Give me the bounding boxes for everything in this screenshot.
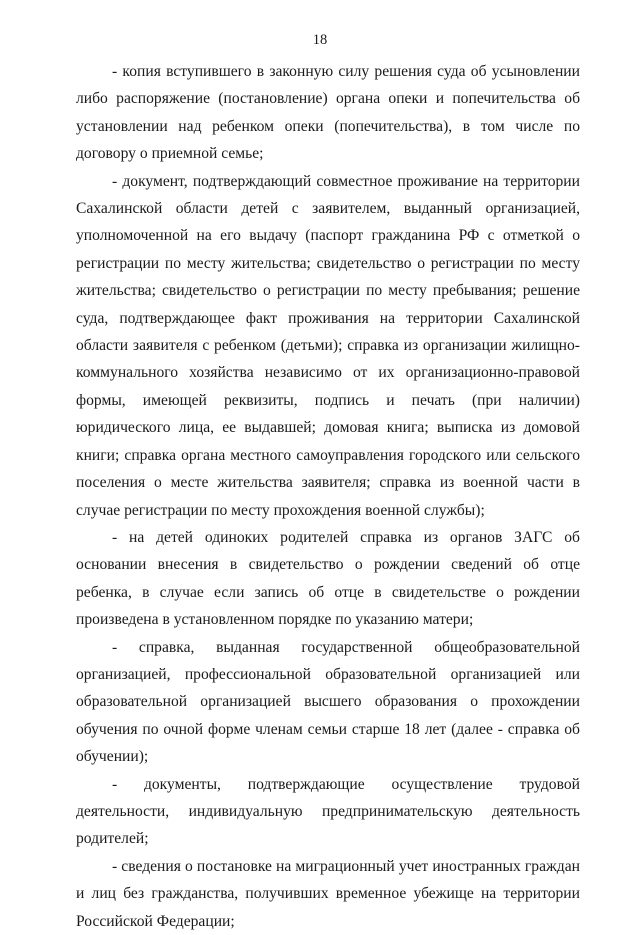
paragraph-cohabitation-document: - документ, подтверждающий совместное проживание на территории Сахалинской области детей с заявителем, выданный организацией, уполномоченной на его выдачу (паспорт гражданина РФ с отметкой о регистрации по месту жительства; свидетельство о регистрации по месту жительства; свидетельство о регистрации по месту пребывания; решение суда, подтверждающее факт проживания на территории Сахалинской области заявителя с ребенком (детьми); справка из организации жилищно-коммунального хозяйства независимо от их организационно-правовой формы, имеющей реквизиты, подпись и печать (при наличии) юридического лица, ее выдавшей; домовая книга; выписка из домовой книги; справка органа местного самоуправления городского или сельского поселения о месте жительства заявителя; справка из военной части в случае регистрации по месту прохождения военной службы); xyxy=(76,172,580,519)
paragraph-zags-certificate: - на детей одиноких родителей справка из органов ЗАГС об основании внесения в свидетельство о рождении сведений об отце ребенка, в случае если запись об отце в свидетельстве о рождении произведена в установленном порядке по указанию матери; xyxy=(76,528,580,629)
paragraph-adoption-decision: - копия вступившего в законную силу решения суда об усыновлении либо распоряжение (постановление) органа опеки и попечительства об установлении над ребенком опеки (попечительства), в том числе по договору о приемной семье; xyxy=(76,63,580,163)
paragraph-migration-registration: - сведения о постановке на миграционный учет иностранных граждан и лиц без гражданства, получивших временное убежище на территории Российской Федерации; xyxy=(76,857,580,930)
paragraph-education-certificate: - справка, выданная государственной общеобразовательной организацией, профессиональной образовательной организацией или образовательной организацией высшего образования о прохождении обучения по очной форме членам семьи старше 18 лет (далее - справка об обучении); xyxy=(76,638,580,766)
document-body xyxy=(76,58,580,935)
page-number: 18 xyxy=(312,32,328,48)
paragraph-employment-documents: - документы, подтверждающие осуществление трудовой деятельности, индивидуальную предпринимательскую деятельность родителей; xyxy=(76,775,580,848)
